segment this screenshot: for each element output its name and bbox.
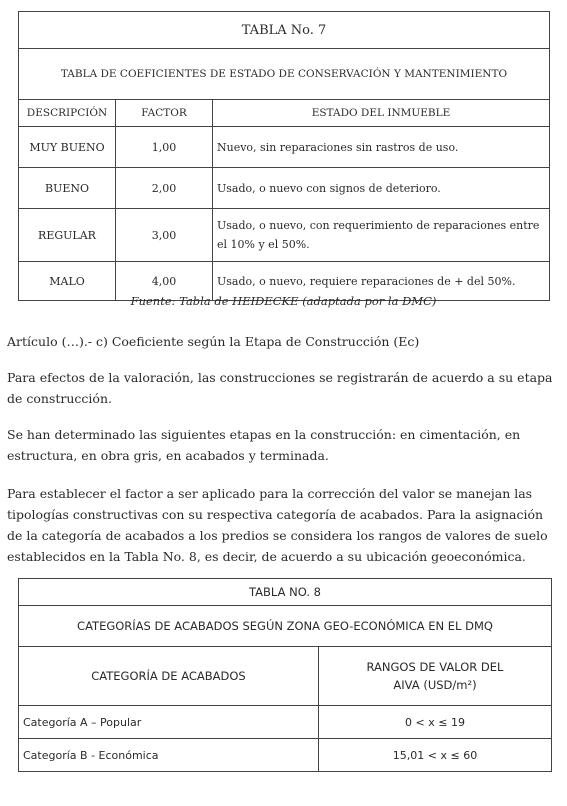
paragraph: Para efectos de la valoración, las construcciones se registrarán de acuerdo a su etapa de construcción. [7,370,553,406]
row-estado: Usado, o nuevo, requiere reparaciones de + del 50%. [213,262,550,301]
header-categoria: CATEGORÍA DE ACABADOS [19,647,319,706]
header-rangos [319,647,552,706]
row-description: MUY BUENO [19,127,116,168]
row-factor: 2,00 [116,168,213,209]
header-rangos-line2: AIVA (USD/m²) [393,678,477,692]
row-factor: 1,00 [116,127,213,168]
table-8 [18,578,552,772]
row-estado: Usado, o nuevo con signos de deterioro. [213,168,550,209]
table-8-subtitle: CATEGORÍAS DE ACABADOS SEGÚN ZONA GEO-ECONÓMICA EN EL DMQ [19,606,552,647]
row-estado: Usado, o nuevo, con requerimiento de reparaciones entre el 10% y el 50%. [213,209,550,262]
header-rangos-line1: RANGOS DE VALOR DEL [366,660,504,674]
table-8-title: TABLA NO. 8 [19,579,552,606]
row-categoria: Categoría A – Popular [19,706,319,739]
header-estado: ESTADO DEL INMUEBLE [213,100,550,127]
row-description: REGULAR [19,209,116,262]
row-description: MALO [19,262,116,301]
article-heading: Artículo (…).- c) Coeficiente según la Etapa de Construcción (Ec) [7,334,420,349]
table-7-title: TABLA No. 7 [19,12,550,49]
header-factor: FACTOR [116,100,213,127]
table-7 [18,11,550,301]
table-7-subtitle: TABLA DE COEFICIENTES DE ESTADO DE CONSERVACIÓN Y MANTENIMIENTO [19,49,550,100]
table-row [19,739,552,772]
paragraph: Se han determinado las siguientes etapas en la construcción: en cimentación, en estructura, en obra gris, en acabados y terminada. [7,427,521,463]
row-factor: 3,00 [116,209,213,262]
table-row [19,706,552,739]
table-7-source: Fuente: Tabla de HEIDECKE (adaptada por la DMC) [130,294,437,308]
table-row [19,168,550,209]
header-descripcion: DESCRIPCIÓN [19,100,116,127]
row-description: BUENO [19,168,116,209]
paragraph: Para establecer el factor a ser aplicado para la corrección del valor se manejan las tipologías constructivas con su respectiva categoría de acabados. Para la asignación de la categoría de acabados a los predios se considera los rangos de valores de suelo establecidos en la Tabla No. 8, es decir, de acuerdo a su ubicación geoeconómica. [7,486,548,564]
row-rango: 15,01 < x ≤ 60 [319,739,552,772]
table-row [19,127,550,168]
table-row [19,209,550,262]
row-rango: 0 < x ≤ 19 [319,706,552,739]
row-factor: 4,00 [116,262,213,301]
row-estado: Nuevo, sin reparaciones sin rastros de uso. [213,127,550,168]
row-categoria: Categoría B - Económica [19,739,319,772]
